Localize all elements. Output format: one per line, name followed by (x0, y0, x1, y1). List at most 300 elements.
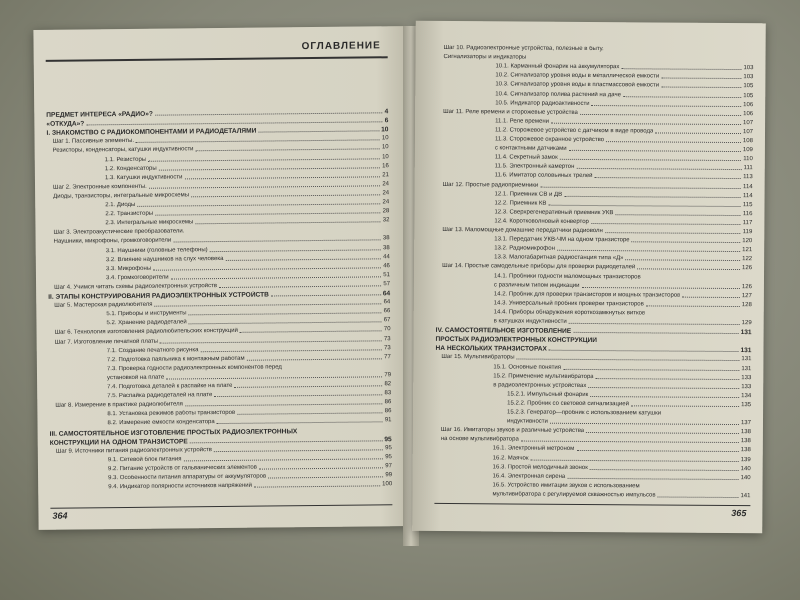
toc-leader-dots (632, 237, 741, 243)
toc-entry (494, 309, 752, 318)
toc-entry-title: ПРОСТЫХ РАДИОЭЛЕКТРОННЫХ КОНСТРУКЦИЙ (435, 336, 598, 345)
toc-entry-title: 14.2. Пробник для проверки транзисторов и мощных транзисторов (493, 291, 681, 299)
toc-entry (494, 282, 752, 291)
toc-page-number: 126 (742, 265, 753, 272)
toc-entry-title: 10.1. Карманный фонарик на аккумуляторах (495, 63, 620, 71)
toc-page-number: 73 (384, 344, 391, 351)
toc-entry-title: 2.1. Диоды (105, 201, 136, 209)
toc-leader-dots (237, 409, 383, 416)
toc-leader-dots (621, 64, 741, 70)
toc-leader-dots (159, 163, 381, 170)
toc-entry (107, 418, 391, 428)
toc-leader-dots (557, 246, 740, 252)
toc-leader-dots (148, 154, 380, 161)
toc-entry-title: Шаг 13. Маломощные домашние передатчики радиоволн (442, 226, 603, 235)
toc-entry (443, 181, 753, 190)
toc-leader-dots (586, 428, 739, 434)
toc-page-number: 82 (384, 381, 392, 388)
right-book-page (412, 21, 766, 533)
toc-entry-title: III. САМОСТОЯТЕЛЬНОЕ ИЗГОТОВЛЕНИЕ ПРОСТЫХ РАДИОЭЛЕКТРОННЫХ (49, 427, 298, 438)
toc-page-number: 10 (381, 144, 389, 151)
toc-entry-title: Шаг 11. Реле времени и сторожевые устройства (443, 108, 578, 116)
toc-leader-dots (592, 101, 742, 107)
toc-page-number: 24 (382, 199, 390, 206)
toc-entry-title: 16.4. Электронная сирена (492, 473, 566, 480)
toc-page-number: 95 (385, 454, 392, 461)
toc-page-number: 79 (384, 372, 392, 379)
toc-leader-dots (516, 355, 739, 362)
toc-page-number: 105 (743, 92, 754, 99)
toc-entry-title: индуктивности (506, 418, 548, 425)
toc-page-number: 24 (382, 181, 390, 188)
toc-page-number: 108 (742, 138, 753, 145)
toc-leader-dots (247, 354, 383, 360)
toc-leader-dots (540, 182, 741, 188)
toc-entry (108, 472, 392, 482)
toc-entry (495, 145, 753, 154)
toc-leader-dots (646, 301, 740, 307)
toc-leader-dots (225, 254, 381, 261)
toc-entry (493, 364, 751, 373)
toc-entry-title: 10.2. Сигнализатор уровня воды в металлической емкости (495, 72, 660, 80)
toc-entry-title: 3.1. Наушники (головные телефоны) (105, 246, 208, 254)
toc-entry (494, 300, 752, 309)
toc-leader-dots (219, 281, 381, 288)
toc-entry-title: 14.4. Приборы обнаружения короткозамкнутых витков (493, 309, 646, 317)
toc-entry (107, 345, 391, 355)
toc-leader-dots (530, 455, 738, 461)
toc-entry (443, 109, 753, 118)
toc-entry-title: Диоды, транзисторы, интегральные микросхемы (53, 192, 190, 200)
toc-leader-dots (655, 128, 741, 134)
toc-leader-dots (171, 272, 382, 279)
toc-page-number: 134 (741, 392, 752, 399)
toc-leader-dots (596, 374, 740, 380)
toc-entry-title: Шаг 9. Источники питания радиоэлектронных устройств (55, 446, 213, 455)
toc-leader-dots (154, 299, 381, 306)
toc-entry-title: 1.2. Конденсаторы (104, 165, 157, 172)
toc-entry-title: Шаг 8. Измерение в практике радиолюбителя (55, 401, 183, 409)
toc-leader-dots (550, 419, 739, 425)
toc-entry-title: 12.2. Приемник КВ (494, 200, 547, 207)
toc-leader-dots (189, 309, 382, 316)
toc-entry (105, 217, 389, 227)
toc-leader-dots (166, 372, 382, 379)
toc-page-number: 106 (743, 110, 754, 117)
toc-page-number: 141 (740, 492, 751, 500)
toc-entry-title: 2.3. Интегральные микросхемы (105, 219, 194, 227)
toc-entry (495, 155, 753, 164)
toc-page-number: 107 (742, 128, 754, 136)
toc-leader-dots (155, 108, 383, 115)
toc-page-number: 66 (383, 308, 391, 315)
toc-leader-dots (560, 155, 742, 161)
toc-page-number: 24 (382, 190, 390, 197)
toc-leader-dots (580, 110, 741, 116)
toc-entry (493, 373, 751, 382)
toc-entry-title: 11.5. Электронный камертон (494, 163, 575, 171)
toc-entry-title: 16.1. Электронный метроном (492, 445, 575, 453)
toc-entry (106, 318, 390, 328)
toc-entry-title: ПРЕДМЕТ ИНТЕРЕСА «РАДИО»? (46, 110, 153, 119)
toc-page-number: 140 (740, 465, 751, 472)
toc-page-number: 131 (740, 347, 752, 355)
toc-page-number: 105 (743, 83, 754, 90)
toc-leader-dots (190, 436, 383, 443)
toc-entry (105, 163, 389, 173)
toc-leader-dots (548, 200, 741, 206)
toc-page-number: 86 (384, 399, 392, 406)
left-table-of-contents (34, 108, 406, 491)
toc-entry (507, 419, 751, 428)
toc-entry (495, 118, 753, 127)
toc-page-number: 38 (382, 244, 390, 251)
toc-page-number: 64 (382, 290, 391, 298)
toc-entry-title: Шаг 7. Изготовление печатной платы (54, 338, 159, 346)
toc-entry (441, 354, 751, 363)
toc-entry (493, 446, 751, 455)
toc-entry (493, 382, 751, 391)
toc-leader-dots (240, 327, 382, 333)
toc-leader-dots (268, 472, 383, 478)
toc-page-number: 44 (383, 253, 390, 260)
toc-entry-title: 9.3. Особенности питания аппаратуры от аккумуляторов (108, 473, 267, 482)
toc-page-number: 70 (383, 326, 391, 333)
toc-page-number: 91 (384, 417, 392, 424)
toc-leader-dots (214, 390, 382, 397)
toc-entry (105, 199, 389, 209)
toc-entry (107, 381, 391, 391)
toc-entry-title: Шаг 2. Электронные компоненты. (53, 183, 147, 191)
toc-leader-dots (155, 208, 381, 215)
toc-page-number: 99 (385, 472, 393, 479)
toc-entry-title: 7.3. Проверка годности радиоэлектронных компонентов перед (106, 364, 282, 373)
toc-leader-dots (234, 381, 382, 388)
toc-leader-dots (658, 492, 739, 498)
toc-entry-title: 15.2.1. Импульсный фонарик (507, 391, 589, 398)
toc-entry-title: 10.5. Индикатор радиоактивности (495, 99, 590, 107)
toc-page-number: 111 (743, 165, 753, 172)
toc-page-number: 114 (743, 183, 753, 190)
toc-entry-title: с различным типом индикации (493, 281, 580, 289)
toc-entry (106, 263, 390, 273)
toc-entry (105, 154, 389, 164)
toc-page-number: 127 (741, 292, 752, 299)
toc-entry-title: 13.3. Малогабаритная радиостанция типа «Д» (494, 254, 624, 262)
toc-page-number: 113 (743, 174, 753, 181)
toc-page-number: 46 (383, 262, 390, 269)
header-rule (46, 56, 388, 62)
toc-entry-title: НА НЕСКОЛЬКИХ ТРАНЗИСТОРАХ (435, 345, 547, 354)
toc-entry (105, 208, 389, 218)
toc-page-number: 10 (381, 135, 389, 142)
toc-entry (435, 345, 751, 354)
toc-page-number: 83 (384, 390, 392, 397)
toc-entry-title: 10.3. Сигнализатор уровня воды в пластмассовой емкости (495, 81, 660, 89)
footer-rule (50, 504, 392, 509)
toc-entry (442, 263, 752, 272)
toc-entry (495, 173, 753, 182)
toc-leader-dots (136, 136, 380, 144)
toc-entry (106, 245, 390, 255)
toc-entry-title: установкой на плате (107, 374, 165, 382)
toc-entry (493, 473, 751, 482)
toc-entry-title: в катушках индуктивности (493, 318, 567, 325)
toc-entry-title: Шаг 3. Электроакустические преобразователи. (53, 228, 185, 237)
toc-entry (493, 482, 751, 491)
toc-entry-title: 9.1. Сетевой блок питания (107, 456, 182, 464)
toc-entry (507, 400, 751, 409)
toc-entry (107, 409, 391, 419)
toc-leader-dots (576, 446, 739, 452)
toc-entry (494, 291, 752, 300)
toc-leader-dots (661, 74, 741, 80)
toc-entry (107, 390, 391, 400)
toc-entry (494, 318, 752, 327)
toc-leader-dots (605, 228, 741, 234)
toc-entry (494, 209, 752, 218)
toc-page-number: 95 (385, 444, 392, 451)
toc-entry-title: IV. САМОСТОЯТЕЛЬНОЕ ИЗГОТОВЛЕНИЕ (435, 327, 572, 335)
toc-entry-title: Шаг 10. Радиоэлектронные устройства, полезные в быту. (443, 44, 604, 53)
toc-entry (507, 391, 751, 400)
toc-entry-title: 1.3. Катушки индуктивности (104, 174, 183, 181)
toc-leader-dots (259, 463, 383, 469)
toc-page-number: 110 (743, 156, 753, 163)
toc-page-number: 21 (382, 171, 389, 179)
toc-entry-title: 16.3. Простой мелодичный звонок (492, 463, 588, 471)
toc-entry (495, 127, 753, 136)
toc-entry (441, 427, 751, 436)
toc-entry (494, 246, 752, 255)
toc-page-number: 86 (384, 408, 392, 415)
toc-entry-title: 1.1. Резисторы (104, 156, 147, 163)
toc-entry (444, 45, 754, 54)
toc-entry-title: 7.5. Распайка радиодеталей на плате (107, 392, 213, 400)
toc-page-number: 106 (743, 101, 754, 108)
toc-entry-title: 5.1. Приборы и инструменты (106, 310, 187, 318)
toc-entry-title: 15.1. Основные понятия (493, 363, 562, 371)
toc-leader-dots (582, 283, 740, 289)
toc-leader-dots (173, 236, 381, 243)
toc-entry-title: Шаг 15. Мультивибраторы (441, 354, 515, 361)
toc-entry-title: 15.2. Применение мультивибратора (493, 372, 594, 380)
toc-leader-dots (576, 164, 741, 170)
toc-page-number: 28 (382, 208, 390, 215)
toc-entry-title: 16.5. Устройство имитации звуков с использованием (492, 482, 640, 490)
toc-leader-dots (189, 318, 382, 325)
toc-entry-title: на основе мультивибратора (440, 436, 519, 443)
toc-entry (444, 54, 754, 63)
toc-page-number: 126 (741, 283, 752, 290)
toc-page-number: 139 (740, 456, 751, 463)
toc-leader-dots (196, 145, 380, 152)
toc-leader-dots (254, 481, 380, 487)
toc-entry-title: Резисторы, конденсаторы, катушки индуктивности (52, 146, 194, 155)
toc-page-number: 138 (740, 438, 751, 445)
toc-entry-title: Наушники, микрофоны, громкоговорители (53, 237, 172, 246)
toc-leader-dots (569, 146, 741, 152)
toc-entry (495, 91, 753, 100)
toc-entry-title: 9.2. Питание устройств от гальванических элементов (107, 464, 257, 473)
toc-entry-title: с контактными датчиками (494, 145, 567, 152)
toc-leader-dots (551, 119, 741, 125)
toc-leader-dots (615, 210, 741, 216)
toc-entry-title: 8.1. Установка режимов работы транзисторов (107, 410, 236, 418)
toc-entry-title: 16.2. Маячок (492, 454, 529, 462)
toc-page-number: 77 (384, 353, 391, 360)
toc-page-number: 138 (740, 447, 751, 454)
toc-page-number: 4 (384, 108, 389, 116)
toc-entry-title: 15.2.2. Пробник со световой сигнализацией (507, 400, 629, 408)
toc-entry (107, 354, 391, 364)
toc-page-number: 95 (384, 435, 392, 443)
toc-entry-title: мультивибратора с регулируемой скважностью импульсов (492, 491, 656, 499)
toc-entry-title: «ОТКУДА»? (46, 120, 85, 128)
toc-page-number: 117 (742, 219, 753, 227)
toc-entry-title: II. ЭТАПЫ КОНСТРУИРОВАНИЯ РАДИОЭЛЕКТРОННЫХ УСТРОЙСТВ (48, 291, 269, 301)
toc-entry (442, 227, 752, 236)
toc-leader-dots (149, 181, 381, 188)
toc-entry-title: Шаг 6. Технология изготовления радиолюбительских конструкций (54, 328, 238, 337)
toc-entry (107, 372, 391, 382)
toc-leader-dots (160, 336, 382, 343)
toc-page-number: 103 (743, 65, 754, 72)
toc-page-number: 6 (384, 117, 389, 125)
toc-entry-title: 11.3. Сторожевое охранное устройство (494, 136, 605, 144)
toc-leader-dots (137, 199, 380, 207)
toc-page-number: 140 (740, 474, 751, 481)
toc-entry (106, 272, 390, 282)
toc-entry-title: Шаг 14. Простые самодельные приборы для проверки радиодеталей (442, 263, 636, 271)
toc-page-number: 109 (742, 147, 753, 154)
toc-page-number: 16 (382, 162, 389, 169)
toc-leader-dots (563, 364, 739, 370)
toc-leader-dots (590, 465, 739, 471)
toc-entry-title: 8.2. Измерение емкости конденсатора (107, 419, 215, 427)
toc-entry-title: 5.2. Хранение радиодеталей (106, 319, 187, 327)
toc-leader-dots (217, 418, 383, 425)
toc-leader-dots (637, 265, 740, 271)
toc-entry (108, 463, 392, 473)
toc-entry (495, 82, 753, 91)
toc-leader-dots (200, 345, 382, 352)
toc-page-number: 133 (741, 374, 752, 381)
toc-page-number: 10 (382, 153, 389, 160)
toc-leader-dots (595, 173, 742, 179)
toc-entry-title: 15.2.3. Генератор—пробник с использованием катушки (507, 409, 662, 417)
toc-page-number: 114 (742, 192, 753, 199)
toc-leader-dots (183, 454, 383, 461)
toc-page-number: 103 (743, 74, 754, 81)
toc-entry-title: 7.2. Подготовка паяльника к монтажным работам (106, 355, 245, 363)
right-page-number: 365 (731, 507, 747, 519)
toc-entry-title: Шаг 4. Учимся читать схемы радиоэлектронных устройств (54, 282, 218, 291)
toc-page-number: 100 (382, 481, 393, 488)
toc-page-number: 121 (742, 247, 753, 254)
toc-entry (495, 164, 753, 173)
toc-leader-dots (573, 328, 738, 334)
toc-entry (441, 436, 751, 445)
toc-page-number: 115 (742, 201, 753, 208)
toc-entry (495, 73, 753, 82)
toc-entry (436, 336, 752, 345)
toc-entry (108, 454, 392, 464)
toc-leader-dots (661, 83, 741, 89)
toc-page-number: 51 (383, 272, 391, 279)
toc-entry (494, 273, 752, 282)
toc-page-number: 138 (740, 429, 751, 436)
toc-entry-title: 9.4. Индикатор полярности источников напряжений (108, 482, 253, 491)
toc-entry (495, 136, 753, 145)
toc-page-number: 129 (741, 320, 752, 327)
toc-page-number: 120 (742, 238, 753, 245)
toc-page-number: 38 (382, 235, 390, 242)
toc-page-number: 67 (383, 317, 391, 324)
toc-entry (493, 464, 751, 473)
toc-entry (493, 455, 751, 464)
toc-page-number: 107 (743, 119, 754, 126)
toc-entry (107, 363, 391, 373)
toc-leader-dots (590, 392, 739, 398)
right-table-of-contents (416, 44, 766, 500)
toc-entry-title: Шаг 16. Имитаторы звуков и различные устройства (440, 427, 585, 435)
toc-entry-title: 14.1. Пробники годности маломощных транзисторов (493, 272, 641, 280)
toc-page-number: 131 (741, 356, 752, 363)
toc-entry-title: 7.4. Подготовка деталей к распайке на плате (107, 382, 233, 391)
toc-leader-dots (258, 127, 379, 133)
toc-page-number: 131 (741, 365, 752, 372)
toc-page-number: 122 (742, 256, 753, 263)
page-header-title: ОГЛАВЛЕНИЕ (301, 40, 381, 53)
toc-page-number: 32 (382, 217, 390, 224)
toc-entry-title: 12.3. Сверхрегенеративный приемник УКВ (494, 209, 614, 216)
toc-leader-dots (564, 191, 741, 197)
toc-page-number: 137 (740, 420, 752, 427)
toc-entry-title: Шаг 12. Простые радиоприемники (442, 181, 539, 189)
toc-leader-dots (195, 218, 380, 225)
toc-entry-title: 3.4. Громкоговорители (105, 274, 169, 282)
toc-entry-title: 11.4. Секретный замок (494, 154, 558, 161)
toc-page-number: 64 (383, 299, 391, 306)
toc-entry-title: 13.1. Передатчик УКВ-ЧМ на одном транзисторе (494, 236, 630, 244)
toc-leader-dots (682, 292, 740, 297)
toc-page-number: 135 (741, 401, 752, 409)
toc-page-number: 133 (741, 383, 752, 390)
toc-leader-dots (184, 172, 380, 179)
toc-leader-dots (631, 401, 739, 407)
toc-entry-title: Шаг 5. Мастерская радиолюбителя (54, 301, 153, 309)
toc-entry (494, 218, 752, 227)
toc-entry-title: 11.1. Реле времени (495, 118, 550, 125)
toc-entry-title: Сигнализаторы и индикаторы (443, 54, 527, 61)
toc-entry (105, 172, 389, 182)
toc-entry-title: 3.2. Влияние наушников на слух человека (105, 255, 224, 263)
toc-entry (494, 200, 752, 209)
toc-page-number: 116 (742, 210, 753, 217)
toc-entry (495, 100, 753, 109)
toc-entry-title: Шаг 1. Пассивные элементы. (52, 138, 135, 146)
toc-entry (507, 409, 751, 418)
toc-page-number: 131 (740, 329, 752, 337)
toc-entry-title: 2.2. Транзисторы (105, 210, 154, 218)
toc-entry-title: 7.1. Создание печатного рисунка (106, 346, 199, 354)
toc-leader-dots (591, 219, 741, 225)
toc-leader-dots (623, 92, 741, 98)
toc-leader-dots (588, 383, 739, 389)
toc-entry-title: 11.2. Сторожевое устройство с датчиком в виде провода (495, 127, 654, 135)
toc-entry (495, 64, 753, 73)
